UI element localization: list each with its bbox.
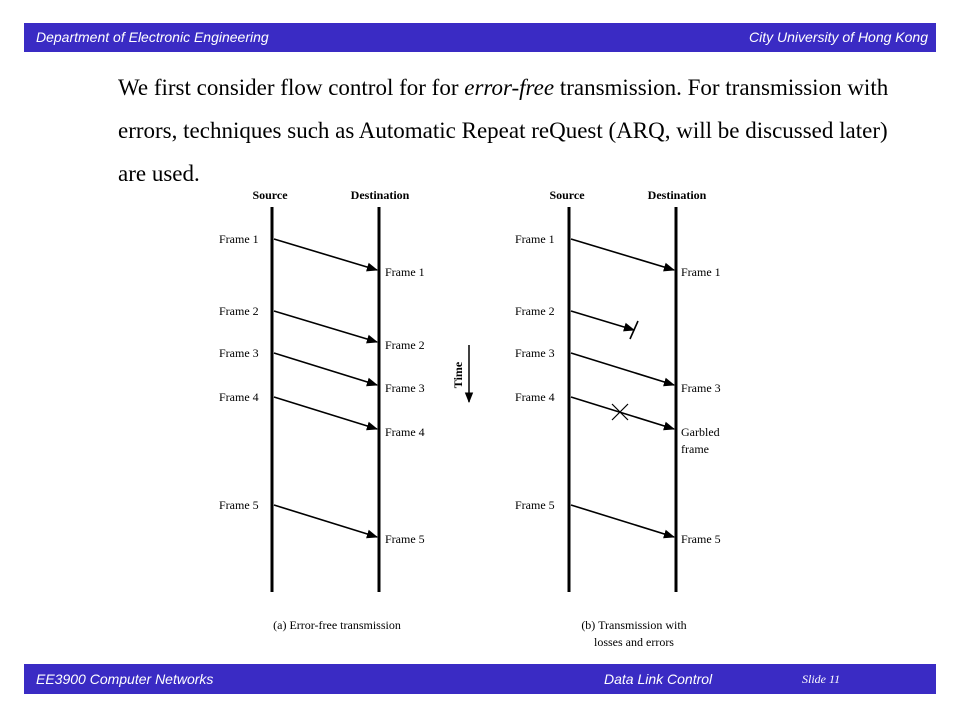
panel-b-frame-4-arrow (571, 397, 674, 429)
panel-a-sent-frame-4: Frame 4 (219, 390, 259, 404)
panel-a-frame-2-arrow (274, 311, 377, 342)
panel-b-frame-1-arrow (571, 239, 674, 270)
course-name: EE3900 Computer Networks (36, 671, 214, 687)
panel-b-source-label: Source (549, 188, 585, 202)
panel-a-caption: (a) Error-free transmission (273, 618, 401, 632)
panel-a-sent-frame-2: Frame 2 (219, 304, 259, 318)
panel-b-sent-frame-5: Frame 5 (515, 498, 555, 512)
panel-b-sent-frame-2: Frame 2 (515, 304, 555, 318)
panel-a-frame-4-arrow (274, 397, 377, 429)
panel-b-caption-line-2: losses and errors (594, 635, 674, 649)
panel-b-frame-2-lost-arrow (571, 311, 634, 330)
intro-emphasis: error-free (464, 75, 555, 100)
panel-a-frame-5-arrow (274, 505, 377, 537)
panel-b-received-frame-3: Frame 3 (681, 381, 721, 395)
intro-part-1: We first consider flow control for for (118, 75, 465, 100)
garbled-cross-icon (612, 404, 628, 420)
panel-a-destination-label: Destination (350, 188, 410, 202)
panel-b-garbled-label: Garbled (681, 425, 720, 439)
panel-a-sent-frame-3: Frame 3 (219, 346, 259, 360)
intro-part-2: transmission. For transmission with errors, techniques such as Automatic Repeat reQuest (ARQ, will be discussed later) are used. (118, 75, 889, 186)
panel-a-received-frame-3: Frame 3 (385, 381, 425, 395)
lost-frame-barrier-icon (630, 321, 638, 339)
panel-b-sent-frame-3: Frame 3 (515, 346, 555, 360)
time-label: Time (451, 361, 465, 389)
slide-number: Slide 11 (802, 672, 841, 686)
panel-b-received-frame-1: Frame 1 (681, 265, 721, 279)
panel-b-sent-frame-4: Frame 4 (515, 390, 555, 404)
time-axis (451, 345, 469, 402)
panel-a (219, 188, 425, 632)
panel-b-sent-frame-1: Frame 1 (515, 232, 555, 246)
panel-a-received-frame-2: Frame 2 (385, 338, 425, 352)
panel-b-frame-5-arrow (571, 505, 674, 537)
panel-a-frame-1-arrow (274, 239, 377, 270)
panel-b-caption-line-1: (b) Transmission with (581, 618, 687, 632)
panel-b (515, 188, 721, 649)
footer-bar (24, 664, 936, 694)
panel-a-received-frame-1: Frame 1 (385, 265, 425, 279)
panel-a-sent-frame-1: Frame 1 (219, 232, 259, 246)
panel-b-frame-3-arrow (571, 353, 674, 385)
panel-a-source-label: Source (252, 188, 288, 202)
panel-b-destination-label: Destination (647, 188, 707, 202)
topic-name: Data Link Control (604, 671, 713, 687)
panel-a-sent-frame-5: Frame 5 (219, 498, 259, 512)
department-name: Department of Electronic Engineering (36, 29, 269, 45)
panel-a-frame-3-arrow (274, 353, 377, 385)
panel-a-received-frame-4: Frame 4 (385, 425, 425, 439)
panel-b-received-frame-5: Frame 5 (681, 532, 721, 546)
university-name: City University of Hong Kong (749, 29, 928, 45)
panel-b-garbled-frame-label: frame (681, 442, 709, 456)
panel-a-received-frame-5: Frame 5 (385, 532, 425, 546)
